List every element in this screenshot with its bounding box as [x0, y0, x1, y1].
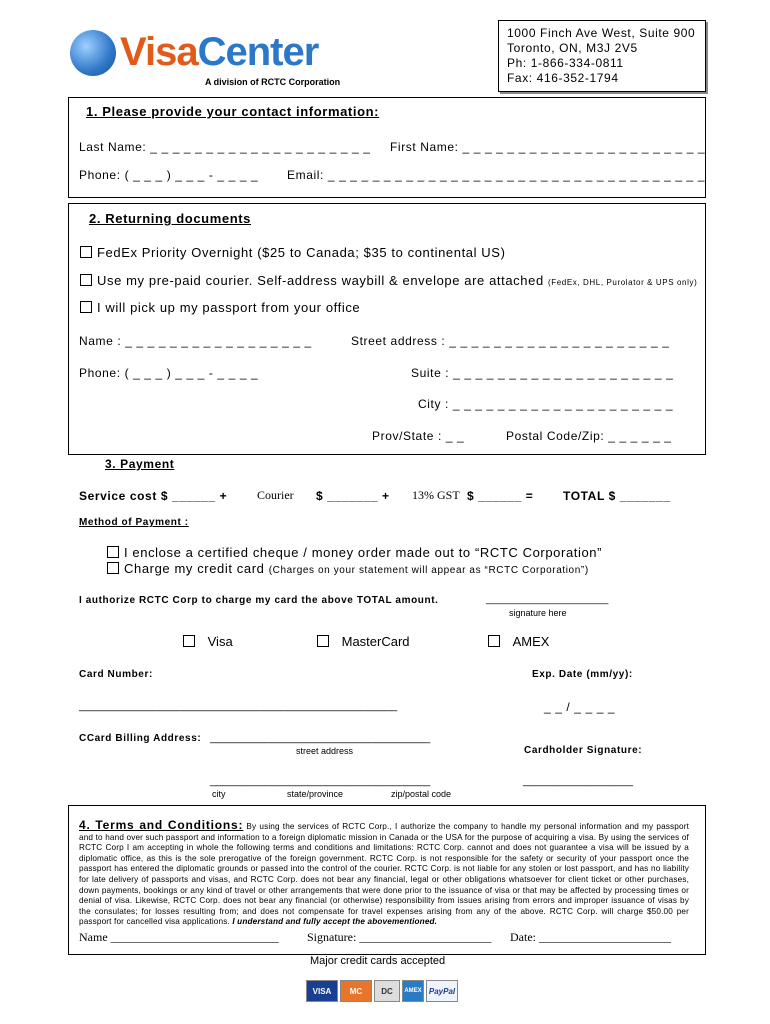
card-number-field[interactable]: ____________________________________________________: [79, 700, 398, 712]
division-text: A division of RCTC Corporation: [205, 77, 341, 87]
email-field[interactable]: Email: _ _ _ _ _ _ _ _ _ _ _ _ _ _ _ _ _ _ _ _ _ _ _ _ _ _ _ _ _ _ _ _ _ _: [287, 168, 706, 182]
globe-logo-icon: [70, 30, 116, 76]
section1-title: [86, 104, 379, 119]
address-line: 1000 Finch Ave West, Suite 900: [507, 26, 696, 40]
address-box: [498, 20, 706, 92]
authorize-signature-line[interactable]: ______________________: [486, 594, 609, 605]
first-name-field[interactable]: First Name: _ _ _ _ _ _ _ _ _ _ _ _ _ _ _ _ _ _ _ _ _ _: [390, 140, 706, 154]
option-pickup[interactable]: [80, 300, 360, 315]
mastercard-option[interactable]: [317, 634, 410, 649]
option-fedex[interactable]: [80, 245, 506, 260]
visa-label: Visa: [207, 634, 233, 649]
logo-center: Center: [197, 30, 319, 74]
city-label: city: [212, 789, 226, 799]
suite-field[interactable]: Suite : _ _ _ _ _ _ _ _ _ _ _ _ _ _ _ _ _ _ _ _: [411, 366, 674, 380]
section-returning: [68, 203, 706, 455]
terms-date-field[interactable]: Date: ______________________: [510, 930, 671, 944]
phone-field[interactable]: Phone: ( _ _ _ ) _ _ _ - _ _ _ _: [79, 168, 259, 182]
exp-date-label: Exp. Date (mm/yy):: [532, 669, 633, 680]
billing-address-label: CCard Billing Address:: [79, 733, 202, 744]
address-line: Fax: 416-352-1794: [507, 71, 619, 85]
amex-card-icon: AMEX: [402, 980, 424, 1002]
pay-cheque-option[interactable]: [107, 545, 602, 560]
option-pickup-label: I will pick up my passport from your office: [97, 300, 361, 315]
section2-title-text: 2. Returning documents: [89, 211, 251, 226]
mastercard-label: MasterCard: [341, 634, 410, 649]
logo-visa: Visa: [120, 30, 198, 74]
visa-option[interactable]: [183, 634, 233, 649]
amex-option[interactable]: [488, 634, 549, 649]
cardholder-signature-label: Cardholder Signature:: [524, 745, 643, 756]
courier-checkbox[interactable]: [80, 274, 92, 286]
terms-body: By using the services of RCTC Corp., I authorize the company to handle my personal information and my passport and to hand over such passport and information to a foreign diplomatic mission in Canada or the USA for the purpose of acquiring a visa. By using the services of RCTC Corp I am accepting in whole the following terms and conditions and limitations: RCTC Corp. cannot and does not guarantee a visa will be issued by a diplomatic office, as this is the sole prerogative of the foreign government. RCTC Corp. is not responsible for the safety or security of your passport once the passport has entered the diplomatic grounds or passed into the control of the courier. RCTC Corp. is not liable for any stolen or lost passport, and has no liability for late delivery of passports and visas, and RCTC Corp. does not bear any financial, legal or other obligations whatsoever for client ticket or other purchases, down payments, bookings or any kind of travel or other arrangements that were done prior to the issuance of visa or that may be affected by processing times or denial of visa. Likewise, RCTC Corp. does not bear any financial (or otherwise) responsibility from issues arising from errors and improper issuance of visas by the consulates; for losses resulting from; and does not compensate for travel expenses arising from any of the above. RCTC Corp. will charge $50.00 per passport for cancelled visa applications.: [79, 822, 689, 927]
visa-card-icon: VISA: [306, 980, 338, 1002]
method-of-payment-label: [79, 517, 189, 528]
courier-label: Courier: [257, 488, 294, 502]
address-line: Toronto, ON, M3J 2V5: [507, 41, 638, 55]
section2-title: [89, 211, 251, 226]
fedex-checkbox[interactable]: [80, 246, 92, 258]
terms-signature-field[interactable]: Signature: ______________________: [307, 930, 492, 944]
mastercard-checkbox[interactable]: [317, 635, 329, 647]
postal-code-field[interactable]: Postal Code/Zip: _ _ _ _ _ _: [506, 429, 672, 443]
billing-street-field[interactable]: ____________________________________: [210, 732, 431, 744]
visa-checkbox[interactable]: [183, 635, 195, 647]
paypal-card-icon: PayPal: [426, 980, 458, 1002]
street-address-label: street address: [296, 746, 354, 756]
zip-postal-label: zip/postal code: [391, 789, 452, 799]
amex-label: AMEX: [512, 634, 550, 649]
cheque-checkbox[interactable]: [107, 546, 119, 558]
last-name-field[interactable]: Last Name: _ _ _ _ _ _ _ _ _ _ _ _ _ _ _ _ _ _ _ _: [79, 140, 371, 154]
gst-amount-field[interactable]: $ ______ =: [467, 489, 534, 503]
terms-name-field[interactable]: Name ____________________________: [79, 930, 279, 944]
option-fedex-label: FedEx Priority Overnight ($25 to Canada; $35 to continental US): [97, 245, 506, 260]
service-cost-field[interactable]: Service cost $ ______ +: [79, 489, 228, 503]
pickup-checkbox[interactable]: [80, 301, 92, 313]
courier-cost-field[interactable]: $ _______ +: [316, 489, 390, 503]
cardholder-signature-field[interactable]: __________________: [523, 775, 634, 787]
method-text: Method of Payment :: [79, 517, 189, 528]
billing-city-field[interactable]: ____________________________________: [210, 775, 431, 787]
pay-cheque-label: I enclose a certified cheque / money order made out to “RCTC Corporation”: [124, 545, 603, 560]
exp-date-field[interactable]: _ _ / _ _ _ _: [544, 700, 616, 714]
return-name-field[interactable]: Name : _ _ _ _ _ _ _ _ _ _ _ _ _ _ _ _ _: [79, 334, 312, 348]
total-field[interactable]: TOTAL $ _______: [563, 489, 671, 503]
address-line: Ph: 1-866-334-0811: [507, 56, 624, 70]
city-field[interactable]: City : _ _ _ _ _ _ _ _ _ _ _ _ _ _ _ _ _ _ _ _: [418, 397, 674, 411]
section1-title-text: 1. Please provide your contact information:: [86, 104, 380, 119]
authorize-text: I authorize RCTC Corp to charge my card the above TOTAL amount.: [79, 595, 439, 606]
terms-text-block: [79, 820, 689, 928]
pay-card-note: (Charges on your statement will appear as “RCTC Corporation”): [268, 565, 589, 576]
gst-label: 13% GST: [412, 488, 460, 502]
diners-card-icon: DC: [374, 980, 400, 1002]
card-number-label: Card Number:: [79, 669, 153, 680]
pay-card-option[interactable]: [107, 561, 589, 576]
courier-note: (FedEx, DHL, Purolator & UPS only): [548, 278, 698, 287]
amex-checkbox[interactable]: [488, 635, 500, 647]
address-lines: [507, 26, 695, 86]
section4-title: 4. Terms and Conditions:: [79, 818, 244, 832]
prov-state-field[interactable]: Prov/State : _ _: [372, 429, 465, 443]
option-courier[interactable]: [80, 273, 697, 288]
option-courier-label: Use my pre-paid courier. Self-address waybill & envelope are attached: [97, 273, 544, 288]
signature-here-label: signature here: [509, 608, 567, 618]
return-phone-field[interactable]: Phone: ( _ _ _ ) _ _ _ - _ _ _ _: [79, 366, 259, 380]
logo-wordmark: [120, 30, 318, 75]
pay-card-label: Charge my credit card: [124, 561, 265, 576]
terms-accept: I understand and fully accept the abovementioned.: [232, 917, 438, 927]
mastercard-card-icon: MC: [340, 980, 372, 1002]
street-address-field[interactable]: Street address : _ _ _ _ _ _ _ _ _ _ _ _ _ _ _ _ _ _ _ _: [351, 334, 670, 348]
section3-title: [105, 457, 174, 471]
card-checkbox[interactable]: [107, 562, 119, 574]
cards-accepted-label: Major credit cards accepted: [310, 955, 446, 967]
section3-title-text: 3. Payment: [105, 457, 175, 471]
state-province-label: state/province: [287, 789, 344, 799]
